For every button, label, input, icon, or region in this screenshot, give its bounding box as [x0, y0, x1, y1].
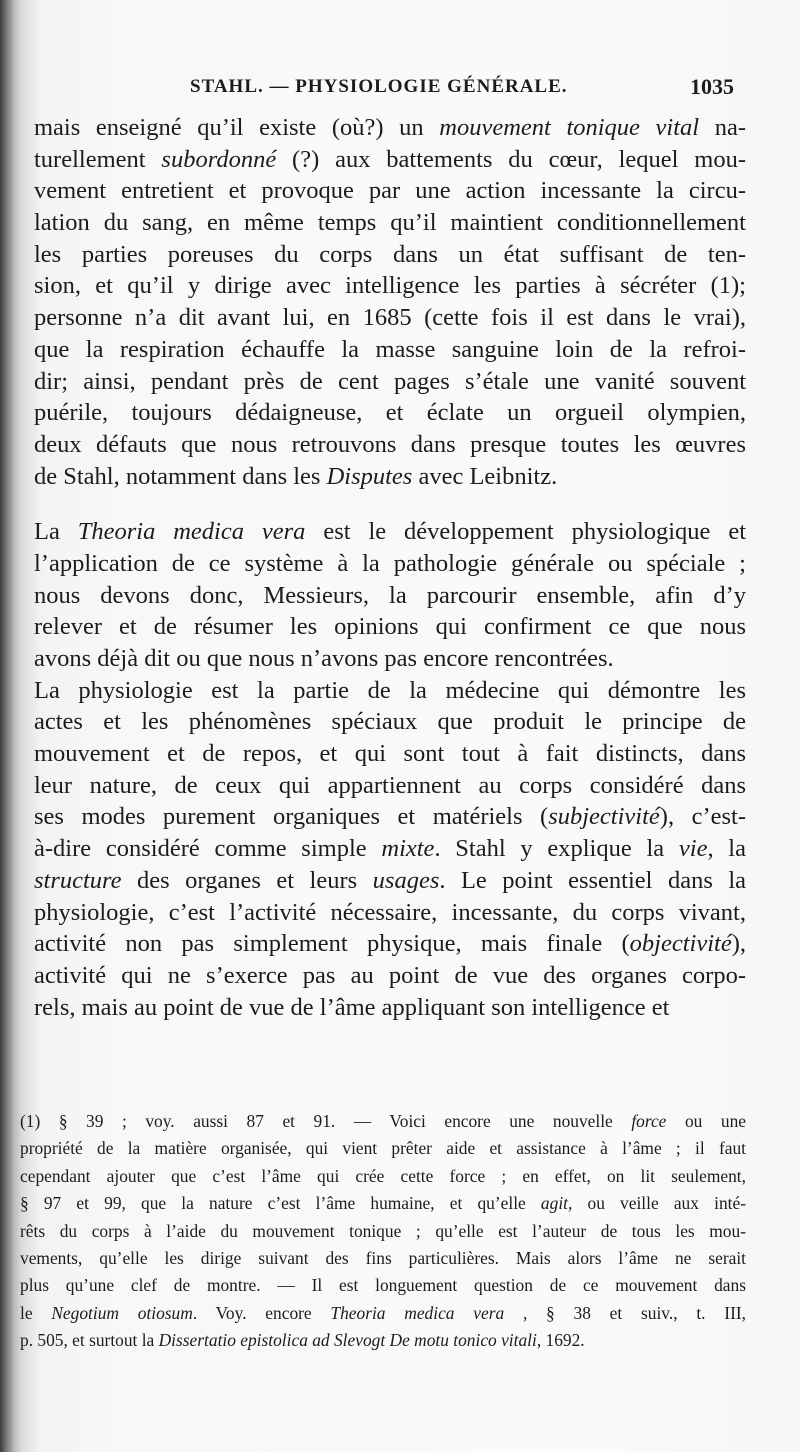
text-run: La physiologie est la partie de la médecine qui démontre les	[34, 676, 746, 704]
text-run: p. 505, et surtout la	[20, 1330, 159, 1351]
italic-text: objectivité	[629, 930, 732, 958]
text-run: . Stahl y explique la	[434, 835, 679, 863]
body-text	[34, 112, 746, 1023]
text-run: personne n’a dit avant lui, en 1685 (cette fois il est dans le vrai),	[34, 304, 746, 332]
text-run: activité qui ne s’exerce pas au point de vue des organes corpo-	[34, 961, 746, 989]
text-line	[20, 1190, 746, 1217]
text-run: ou une	[666, 1111, 746, 1131]
paragraph	[34, 675, 746, 1024]
text-run: ), c’est-	[659, 803, 746, 831]
italic-text: mouvement tonique vital	[439, 114, 700, 141]
text-run: avons déjà dit ou que nous n’avons pas encore rencontrées.	[34, 645, 614, 672]
text-line	[34, 611, 746, 643]
italic-text: Negotium otiosum	[51, 1302, 193, 1323]
page-number: 1035	[690, 74, 734, 99]
text-line	[34, 643, 746, 675]
text-run: mouvement et de repos, et qui sont tout à fait distincts, dans	[34, 740, 746, 768]
text-run: le	[20, 1302, 52, 1323]
footnotes	[20, 1108, 746, 1355]
page-header	[0, 72, 800, 106]
text-run: nous devons donc, Messieurs, la parcourir ensemble, afin d’y	[34, 581, 746, 609]
italic-text: structure	[34, 866, 122, 894]
text-line	[34, 928, 746, 960]
text-run: à-dire considéré comme simple	[34, 835, 382, 863]
text-line	[34, 833, 746, 865]
text-run: rels, mais au point de vue de l’âme appliquant son intelligence et	[34, 993, 670, 1021]
text-run: relever et de résumer les opinions qui confirment ce que nous	[34, 613, 746, 641]
text-run: , la	[707, 835, 746, 863]
text-run: ),	[731, 930, 746, 958]
text-line	[20, 1135, 746, 1162]
text-line	[34, 239, 746, 271]
text-run: les parties poreuses du corps dans un état suffisant de ten-	[34, 240, 746, 268]
text-line	[34, 207, 746, 239]
text-run: La	[34, 518, 78, 546]
text-run: avec Leibnitz.	[412, 462, 558, 490]
text-line	[34, 580, 746, 612]
text-run: , § 38 et suiv., t. III,	[504, 1302, 746, 1323]
text-line	[34, 144, 746, 176]
text-run: na-	[699, 114, 746, 141]
text-run: vements, qu’elle les dirige suivant des fins particulières. Mais alors l’âme ne serait	[20, 1247, 746, 1268]
text-line	[34, 334, 746, 366]
text-line	[34, 675, 746, 707]
text-run: que la respiration échauffe la masse sanguine loin de la refroi-	[34, 335, 746, 363]
text-line	[34, 548, 746, 580]
text-run: mais enseigné qu’il existe (où?) un	[34, 114, 440, 141]
text-run: , 1692.	[536, 1330, 585, 1351]
text-line	[34, 801, 746, 833]
text-line	[34, 397, 746, 429]
text-run: (1) § 39 ; voy. aussi 87 et 91. — Voici encore une nouvelle	[20, 1111, 632, 1131]
paragraph	[34, 516, 746, 674]
text-line	[34, 429, 746, 461]
text-run: activité non pas simplement physique, mais finale (	[34, 930, 630, 958]
text-run: , ou veille aux inté-	[567, 1193, 746, 1214]
paragraph-gap	[34, 492, 746, 516]
text-run: l’application de ce système à la pathologie générale ou spéciale ;	[34, 549, 746, 577]
italic-text: mixte	[381, 835, 435, 863]
text-line	[34, 461, 746, 493]
text-run: lation du sang, en même temps qu’il maintient conditionnellement	[34, 209, 746, 237]
text-line	[20, 1108, 746, 1135]
text-run: actes et les phénomènes spéciaux que produit le principe de	[34, 708, 746, 736]
italic-text: Dissertatio epistolica ad Slevogt De motu tonico vitali	[158, 1330, 537, 1351]
text-line	[34, 302, 746, 334]
text-run: ses modes purement organiques et matériels (	[34, 803, 549, 831]
text-run: est le développement physiologique et	[305, 518, 747, 546]
italic-text: Theoria medica vera	[330, 1302, 505, 1323]
text-run: puérile, toujours dédaigneuse, et éclate un orgueil olympien,	[34, 399, 746, 427]
text-run: (?) aux battements du cœur, lequel mou-	[276, 145, 746, 173]
text-run: rêts du corps à l’aide du mouvement tonique ; qu’elle est l’auteur de tous les mou-	[20, 1220, 746, 1241]
text-run: . Le point essentiel dans la	[439, 866, 747, 894]
text-run: de Stahl, notamment dans les	[34, 462, 327, 490]
text-run: cependant ajouter que c’est l’âme qui crée cette force ; en effet, on lit seulement,	[20, 1165, 746, 1186]
text-line	[34, 366, 746, 398]
italic-text: subordonné	[161, 145, 277, 173]
paragraph	[34, 112, 746, 492]
italic-text: Theoria medica vera	[77, 518, 306, 546]
italic-text: subjectivité	[548, 803, 660, 831]
text-line	[34, 770, 746, 802]
text-line	[34, 516, 746, 548]
text-run: sion, et qu’il y dirige avec intelligence les parties à sécréter (1);	[34, 272, 746, 300]
text-run: plus qu’une clef de montre. — Il est longuement question de ce mouvement dans	[20, 1275, 746, 1296]
text-line	[34, 738, 746, 770]
text-line	[20, 1300, 746, 1327]
italic-text: vie	[678, 835, 708, 863]
text-line	[20, 1163, 746, 1190]
text-line	[34, 175, 746, 207]
italic-text: usages	[372, 866, 440, 894]
italic-text: force	[631, 1111, 667, 1131]
text-run: deux défauts que nous retrouvons dans presque toutes les œuvres	[34, 430, 746, 458]
text-line	[34, 897, 746, 929]
text-run: . Voy. encore	[192, 1302, 331, 1323]
text-line	[34, 992, 746, 1024]
italic-text: Disputes	[326, 462, 413, 490]
italic-text: agit	[540, 1193, 568, 1214]
text-run: physiologie, c’est l’activité nécessaire, incessante, du corps vivant,	[34, 898, 746, 926]
text-line	[34, 960, 746, 992]
text-run: vement entretient et provoque par une action incessante la circu-	[34, 177, 746, 205]
text-line	[34, 865, 746, 897]
footnote	[20, 1108, 746, 1355]
text-line	[34, 706, 746, 738]
running-title: STAHL. — PHYSIOLOGIE GÉNÉRALE.	[190, 76, 568, 97]
page-binding-edge	[0, 0, 14, 1452]
text-run: § 97 et 99, que la nature c’est l’âme humaine, et qu’elle	[20, 1193, 541, 1214]
text-run: leur nature, de ceux qui appartiennent au corps considéré dans	[34, 771, 746, 799]
text-line	[20, 1272, 746, 1299]
text-line	[20, 1218, 746, 1245]
text-line	[20, 1245, 746, 1272]
text-line	[34, 112, 746, 144]
text-line	[20, 1327, 746, 1354]
text-run: des organes et leurs	[121, 866, 373, 894]
text-run: propriété de la matière organisée, qui vient prêter aide et assistance à l’âme ; il faut	[20, 1138, 746, 1159]
text-line	[34, 270, 746, 302]
text-run: turellement	[34, 145, 162, 173]
text-run: dir; ainsi, pendant près de cent pages s’étale une vanité souvent	[34, 367, 746, 395]
